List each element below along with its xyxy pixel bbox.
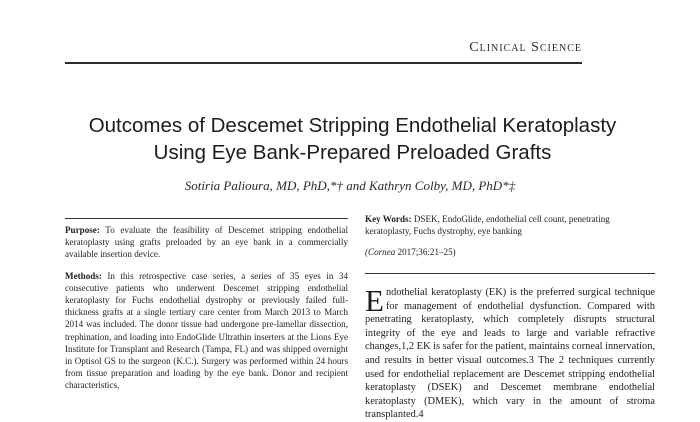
article-title: [45, 112, 660, 166]
keywords: [365, 213, 655, 237]
intro-text: ndothelial keratoplasty (EK) is the preferred surgical technique for management of endothelial dysfunction. Compared with penetrating keratoplasty, which completely disrupts structural integrity of the eye and leads to large and variable refractive changes,1,2 EK is safer for the patient, maintains corneal innervation, and results in better visual outcomes.3 The 2 techniques currently used for endothelial replacement are Descemet stripping endothelial keratoplasty (DSEK) and Descemet membrane endothelial keratoplasty (DMEK), which vary in the amount of stroma transplanted.4: [365, 287, 655, 421]
keywords-text: DSEK, EndoGlide, endothelial cell count, penetrating keratoplasty, Fuchs dystrophy, eye banking: [365, 214, 610, 237]
intro-paragraph: [365, 283, 655, 422]
drop-cap: E: [365, 283, 384, 318]
running-head: Clinical Science: [469, 40, 582, 55]
methods-text: In this retrospective case series, a series of 35 eyes in 34 consecutive patients who underwent Descemet stripping endothelial keratoplasty for Fuchs endothelial dystrophy or previously failed full-thickness grafts at a single tertiary care center from March 2013 to March 2014 was included. The donor tissue had undergone pre-lamellar dissection, trephination, and loading into EndoGlide Ultrathin inserters at the Lions Eye Institute for Transplant and Research (Tampa, FL) and was shipped overnight in Optisol GS to the surgeon (K.C.). Surgery was performed within 24 hours from tissue preparation and loading by the eye bank. Donor and recipient characteristics,: [65, 270, 348, 391]
abstract-top-rule: [65, 218, 348, 219]
keywords-label: Key Words:: [365, 214, 412, 224]
citation-journal: (Cornea: [365, 247, 396, 258]
purpose-text: To evaluate the feasibility of Descemet stripping endothelial keratoplasty using grafts preloaded by an eye bank in a commercially available insertion device.: [65, 225, 348, 260]
citation-details: 2017;36:21–25): [395, 247, 456, 258]
abstract-methods: [65, 270, 348, 392]
author-line: Sotiria Palioura, MD, PhD,*† and Kathryn Colby, MD, PhD*‡: [184, 178, 516, 193]
methods-label: Methods:: [65, 270, 102, 281]
header-rule: [65, 62, 582, 64]
keywords-column: [365, 213, 655, 259]
abstract-purpose: [65, 224, 348, 261]
abstract-column: [65, 224, 348, 401]
body-top-rule: [365, 273, 655, 274]
citation: [365, 246, 655, 258]
purpose-label: Purpose:: [65, 225, 100, 235]
title-line-1: Outcomes of Descemet Stripping Endothelial Keratoplasty: [88, 114, 617, 137]
title-line-2: Using Eye Bank-Prepared Preloaded Grafts: [153, 141, 552, 164]
